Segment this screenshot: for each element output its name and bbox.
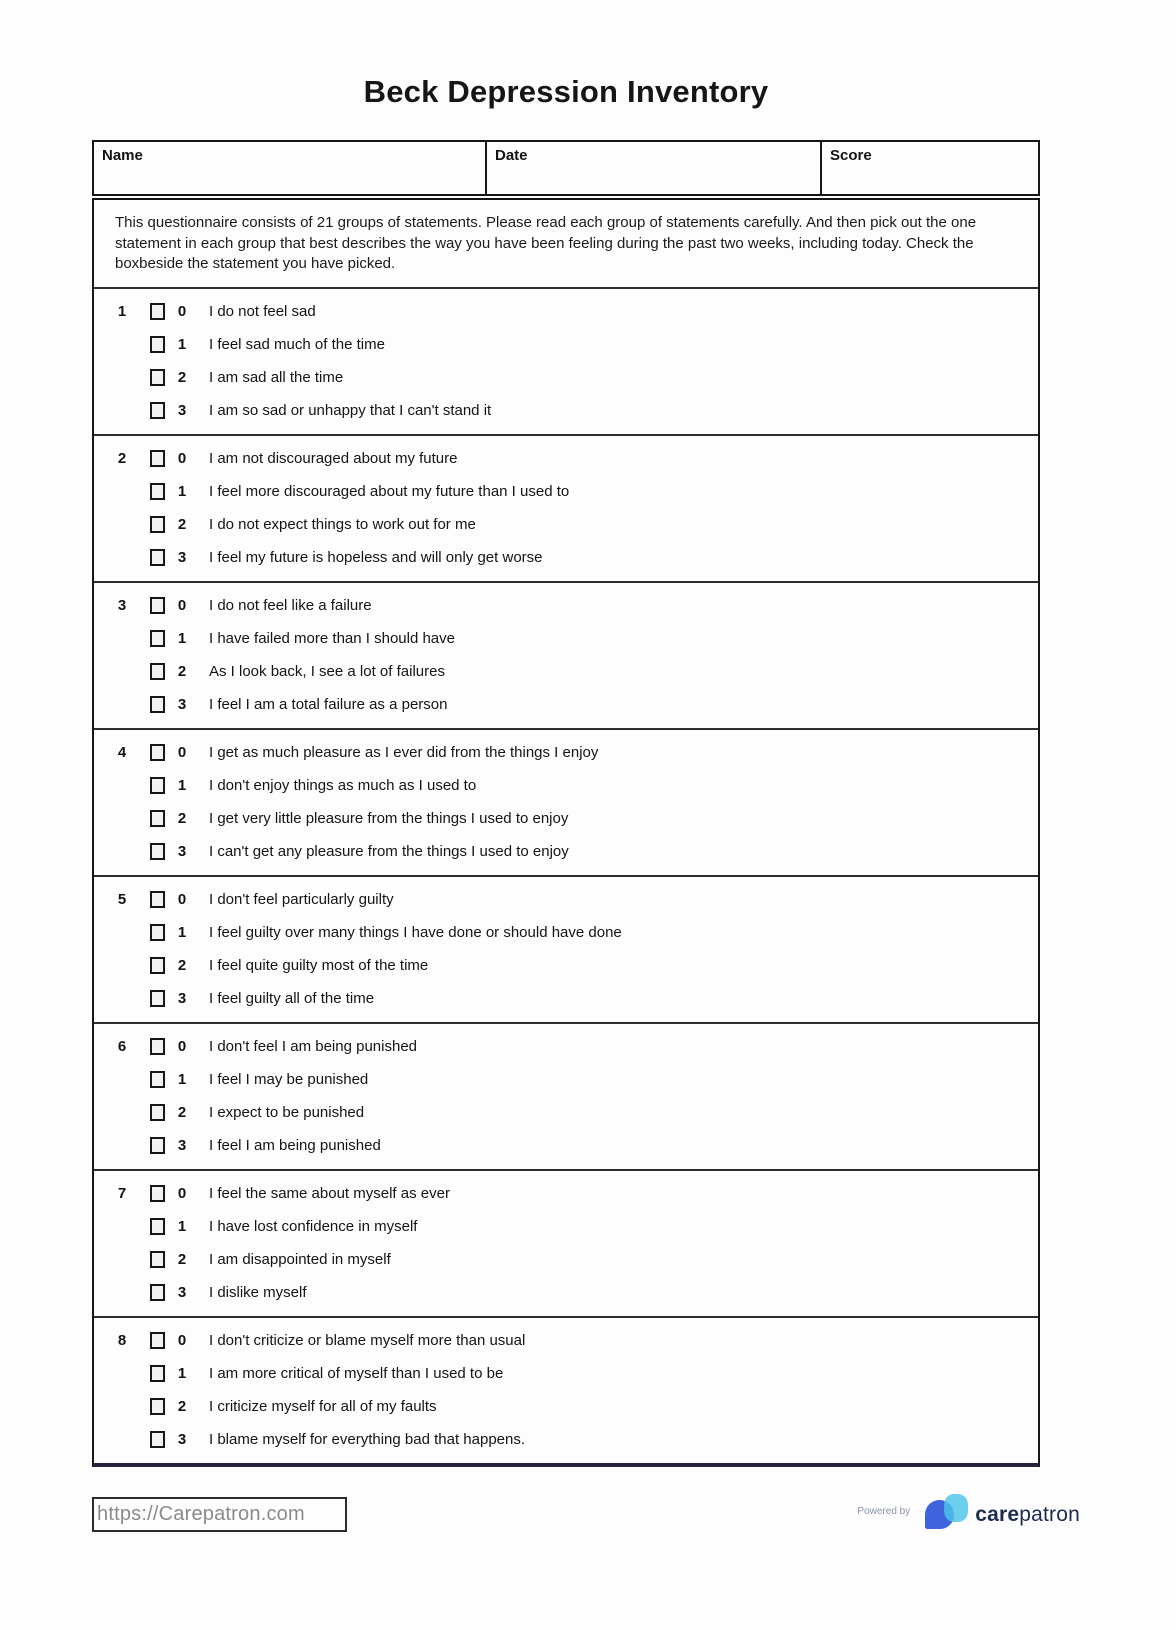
option-text: I feel quite guilty most of the time <box>209 956 429 974</box>
option-text: I can't get any pleasure from the things I used to enjoy <box>209 842 569 860</box>
option-value: 3 <box>177 548 187 566</box>
option-text: I feel more discouraged about my future than I used to <box>209 482 570 500</box>
option-text: I am not discouraged about my future <box>209 449 458 467</box>
brand-wordmark-regular: patron <box>1019 1502 1080 1526</box>
option-row <box>94 541 1038 574</box>
option-checkbox[interactable] <box>150 483 165 500</box>
option-text: I get very little pleasure from the things I used to enjoy <box>209 809 569 827</box>
option-row <box>94 1063 1038 1096</box>
option-text: I don't criticize or blame myself more than usual <box>209 1331 526 1349</box>
option-text: I do not feel like a failure <box>209 596 372 614</box>
option-text: I feel I am a total failure as a person <box>209 695 448 713</box>
question-group <box>94 1169 1038 1316</box>
option-checkbox[interactable] <box>150 1365 165 1382</box>
option-checkbox[interactable] <box>150 1398 165 1415</box>
question-number: 2 <box>117 449 127 467</box>
option-row <box>94 769 1038 802</box>
option-text: I feel my future is hopeless and will only get worse <box>209 548 543 566</box>
option-value: 0 <box>177 1331 187 1349</box>
option-row <box>94 835 1038 868</box>
option-text: I am sad all the time <box>209 368 344 386</box>
option-row <box>94 1210 1038 1243</box>
option-row <box>94 982 1038 1015</box>
option-checkbox[interactable] <box>150 1137 165 1154</box>
option-value: 3 <box>177 1136 187 1154</box>
question-group <box>94 1316 1038 1463</box>
logo-bubble-light <box>944 1494 968 1522</box>
option-checkbox[interactable] <box>150 1284 165 1301</box>
option-checkbox[interactable] <box>150 777 165 794</box>
option-value: 1 <box>177 776 187 794</box>
option-value: 3 <box>177 695 187 713</box>
option-checkbox[interactable] <box>150 402 165 419</box>
option-checkbox[interactable] <box>150 303 165 320</box>
option-text: I don't enjoy things as much as I used to <box>209 776 477 794</box>
option-value: 3 <box>177 989 187 1007</box>
option-text: I do not feel sad <box>209 302 316 320</box>
option-value: 2 <box>177 368 187 386</box>
option-checkbox[interactable] <box>150 810 165 827</box>
option-value: 1 <box>177 629 187 647</box>
question-number: 5 <box>117 890 127 908</box>
option-row <box>94 1423 1038 1456</box>
option-text: I am so sad or unhappy that I can't stand it <box>209 401 492 419</box>
option-row <box>94 1177 1038 1210</box>
score-cell <box>820 142 1038 194</box>
option-row <box>94 1030 1038 1063</box>
option-text: I feel guilty all of the time <box>209 989 375 1007</box>
option-value: 1 <box>177 335 187 353</box>
question-number: 7 <box>117 1184 127 1202</box>
option-checkbox[interactable] <box>150 1332 165 1349</box>
option-row <box>94 1390 1038 1423</box>
option-text: I don't feel particularly guilty <box>209 890 394 908</box>
option-row <box>94 883 1038 916</box>
option-row <box>94 394 1038 427</box>
option-checkbox[interactable] <box>150 990 165 1007</box>
option-value: 0 <box>177 1037 187 1055</box>
instructions-text: This questionnaire consists of 21 groups of statements. Please read each group of statements carefully. And then pick out the one statement in each group that best describes the way you have been feeling during the past two weeks, including today. Check the boxbeside the statement you have picked. <box>115 214 977 273</box>
option-text: I don't feel I am being punished <box>209 1037 418 1055</box>
option-checkbox[interactable] <box>150 1071 165 1088</box>
option-value: 1 <box>177 1070 187 1088</box>
option-checkbox[interactable] <box>150 843 165 860</box>
option-value: 2 <box>177 956 187 974</box>
option-checkbox[interactable] <box>150 663 165 680</box>
option-value: 2 <box>177 662 187 680</box>
option-checkbox[interactable] <box>150 336 165 353</box>
header-table <box>92 140 1040 196</box>
option-text: I criticize myself for all of my faults <box>209 1397 437 1415</box>
option-row <box>94 442 1038 475</box>
option-text: I feel sad much of the time <box>209 335 385 353</box>
date-input[interactable] <box>487 164 820 194</box>
question-group <box>94 728 1038 875</box>
question-number: 3 <box>117 596 127 614</box>
question-group <box>94 434 1038 581</box>
option-checkbox[interactable] <box>150 549 165 566</box>
option-row <box>94 802 1038 835</box>
name-cell <box>94 142 485 194</box>
option-text: As I look back, I see a lot of failures <box>209 662 445 680</box>
option-value: 3 <box>177 842 187 860</box>
brand-block <box>857 1494 1080 1536</box>
option-value: 0 <box>177 449 187 467</box>
option-text: I have lost confidence in myself <box>209 1217 418 1235</box>
option-value: 1 <box>177 1364 187 1382</box>
name-input[interactable] <box>94 164 485 194</box>
carepatron-logo-icon <box>925 1494 971 1536</box>
option-value: 1 <box>177 923 187 941</box>
question-group <box>94 581 1038 728</box>
option-text: I have failed more than I should have <box>209 629 455 647</box>
option-value: 3 <box>177 1283 187 1301</box>
option-checkbox[interactable] <box>150 369 165 386</box>
score-label: Score <box>830 147 872 164</box>
option-row <box>94 1357 1038 1390</box>
option-value: 0 <box>177 596 187 614</box>
option-checkbox[interactable] <box>150 957 165 974</box>
option-checkbox[interactable] <box>150 630 165 647</box>
option-value: 2 <box>177 1103 187 1121</box>
option-text: I expect to be punished <box>209 1103 365 1121</box>
option-row <box>94 361 1038 394</box>
option-row <box>94 1129 1038 1162</box>
option-value: 2 <box>177 809 187 827</box>
option-row <box>94 475 1038 508</box>
question-groups <box>94 287 1038 1463</box>
option-checkbox[interactable] <box>150 924 165 941</box>
option-text: I feel I am being punished <box>209 1136 381 1154</box>
option-value: 1 <box>177 482 187 500</box>
option-checkbox[interactable] <box>150 1185 165 1202</box>
page-title: Beck Depression Inventory <box>363 74 769 109</box>
option-text: I feel the same about myself as ever <box>209 1184 450 1202</box>
option-row <box>94 295 1038 328</box>
brand-wordmark-bold: care <box>975 1502 1020 1526</box>
option-row <box>94 655 1038 688</box>
question-group <box>94 875 1038 1022</box>
option-value: 3 <box>177 1430 187 1448</box>
option-row <box>94 1276 1038 1309</box>
option-checkbox[interactable] <box>150 744 165 761</box>
option-row <box>94 1324 1038 1357</box>
option-checkbox[interactable] <box>150 597 165 614</box>
option-checkbox[interactable] <box>150 516 165 533</box>
option-value: 0 <box>177 890 187 908</box>
option-value: 3 <box>177 401 187 419</box>
option-row <box>94 589 1038 622</box>
option-value: 2 <box>177 515 187 533</box>
option-row <box>94 328 1038 361</box>
option-text: I get as much pleasure as I ever did from the things I enjoy <box>209 743 599 761</box>
option-row <box>94 1096 1038 1129</box>
option-text: I feel I may be punished <box>209 1070 369 1088</box>
date-cell <box>485 142 820 194</box>
brand-wordmark <box>975 1503 1080 1527</box>
option-value: 2 <box>177 1397 187 1415</box>
option-row <box>94 622 1038 655</box>
option-checkbox[interactable] <box>150 1251 165 1268</box>
score-input[interactable] <box>822 164 1038 194</box>
date-label: Date <box>495 147 528 164</box>
option-text: I blame myself for everything bad that happens. <box>209 1430 526 1448</box>
option-value: 2 <box>177 1250 187 1268</box>
option-checkbox[interactable] <box>150 1218 165 1235</box>
option-row <box>94 916 1038 949</box>
option-row <box>94 508 1038 541</box>
name-label: Name <box>102 147 143 164</box>
option-value: 1 <box>177 1217 187 1235</box>
question-group <box>94 1022 1038 1169</box>
footer-url-text: https://Carepatron.com <box>97 1503 305 1526</box>
option-text: I dislike myself <box>209 1283 307 1301</box>
question-group <box>94 287 1038 434</box>
question-number: 4 <box>117 743 127 761</box>
option-row <box>94 949 1038 982</box>
footer <box>92 1494 1080 1536</box>
footer-url-link[interactable] <box>92 1497 347 1532</box>
option-checkbox[interactable] <box>150 1038 165 1055</box>
questionnaire-box <box>92 198 1040 1467</box>
option-checkbox[interactable] <box>150 1431 165 1448</box>
option-row <box>94 688 1038 721</box>
option-text: I do not expect things to work out for me <box>209 515 476 533</box>
option-text: I am more critical of myself than I used to be <box>209 1364 504 1382</box>
option-value: 0 <box>177 1184 187 1202</box>
option-value: 0 <box>177 302 187 320</box>
option-checkbox[interactable] <box>150 696 165 713</box>
option-value: 0 <box>177 743 187 761</box>
option-row <box>94 1243 1038 1276</box>
option-checkbox[interactable] <box>150 1104 165 1121</box>
option-row <box>94 736 1038 769</box>
question-number: 8 <box>117 1331 127 1349</box>
option-text: I feel guilty over many things I have done or should have done <box>209 923 622 941</box>
question-number: 1 <box>117 302 127 320</box>
option-text: I am disappointed in myself <box>209 1250 391 1268</box>
option-checkbox[interactable] <box>150 891 165 908</box>
question-number: 6 <box>117 1037 127 1055</box>
powered-by-label: Powered by <box>857 1506 911 1518</box>
option-checkbox[interactable] <box>150 450 165 467</box>
